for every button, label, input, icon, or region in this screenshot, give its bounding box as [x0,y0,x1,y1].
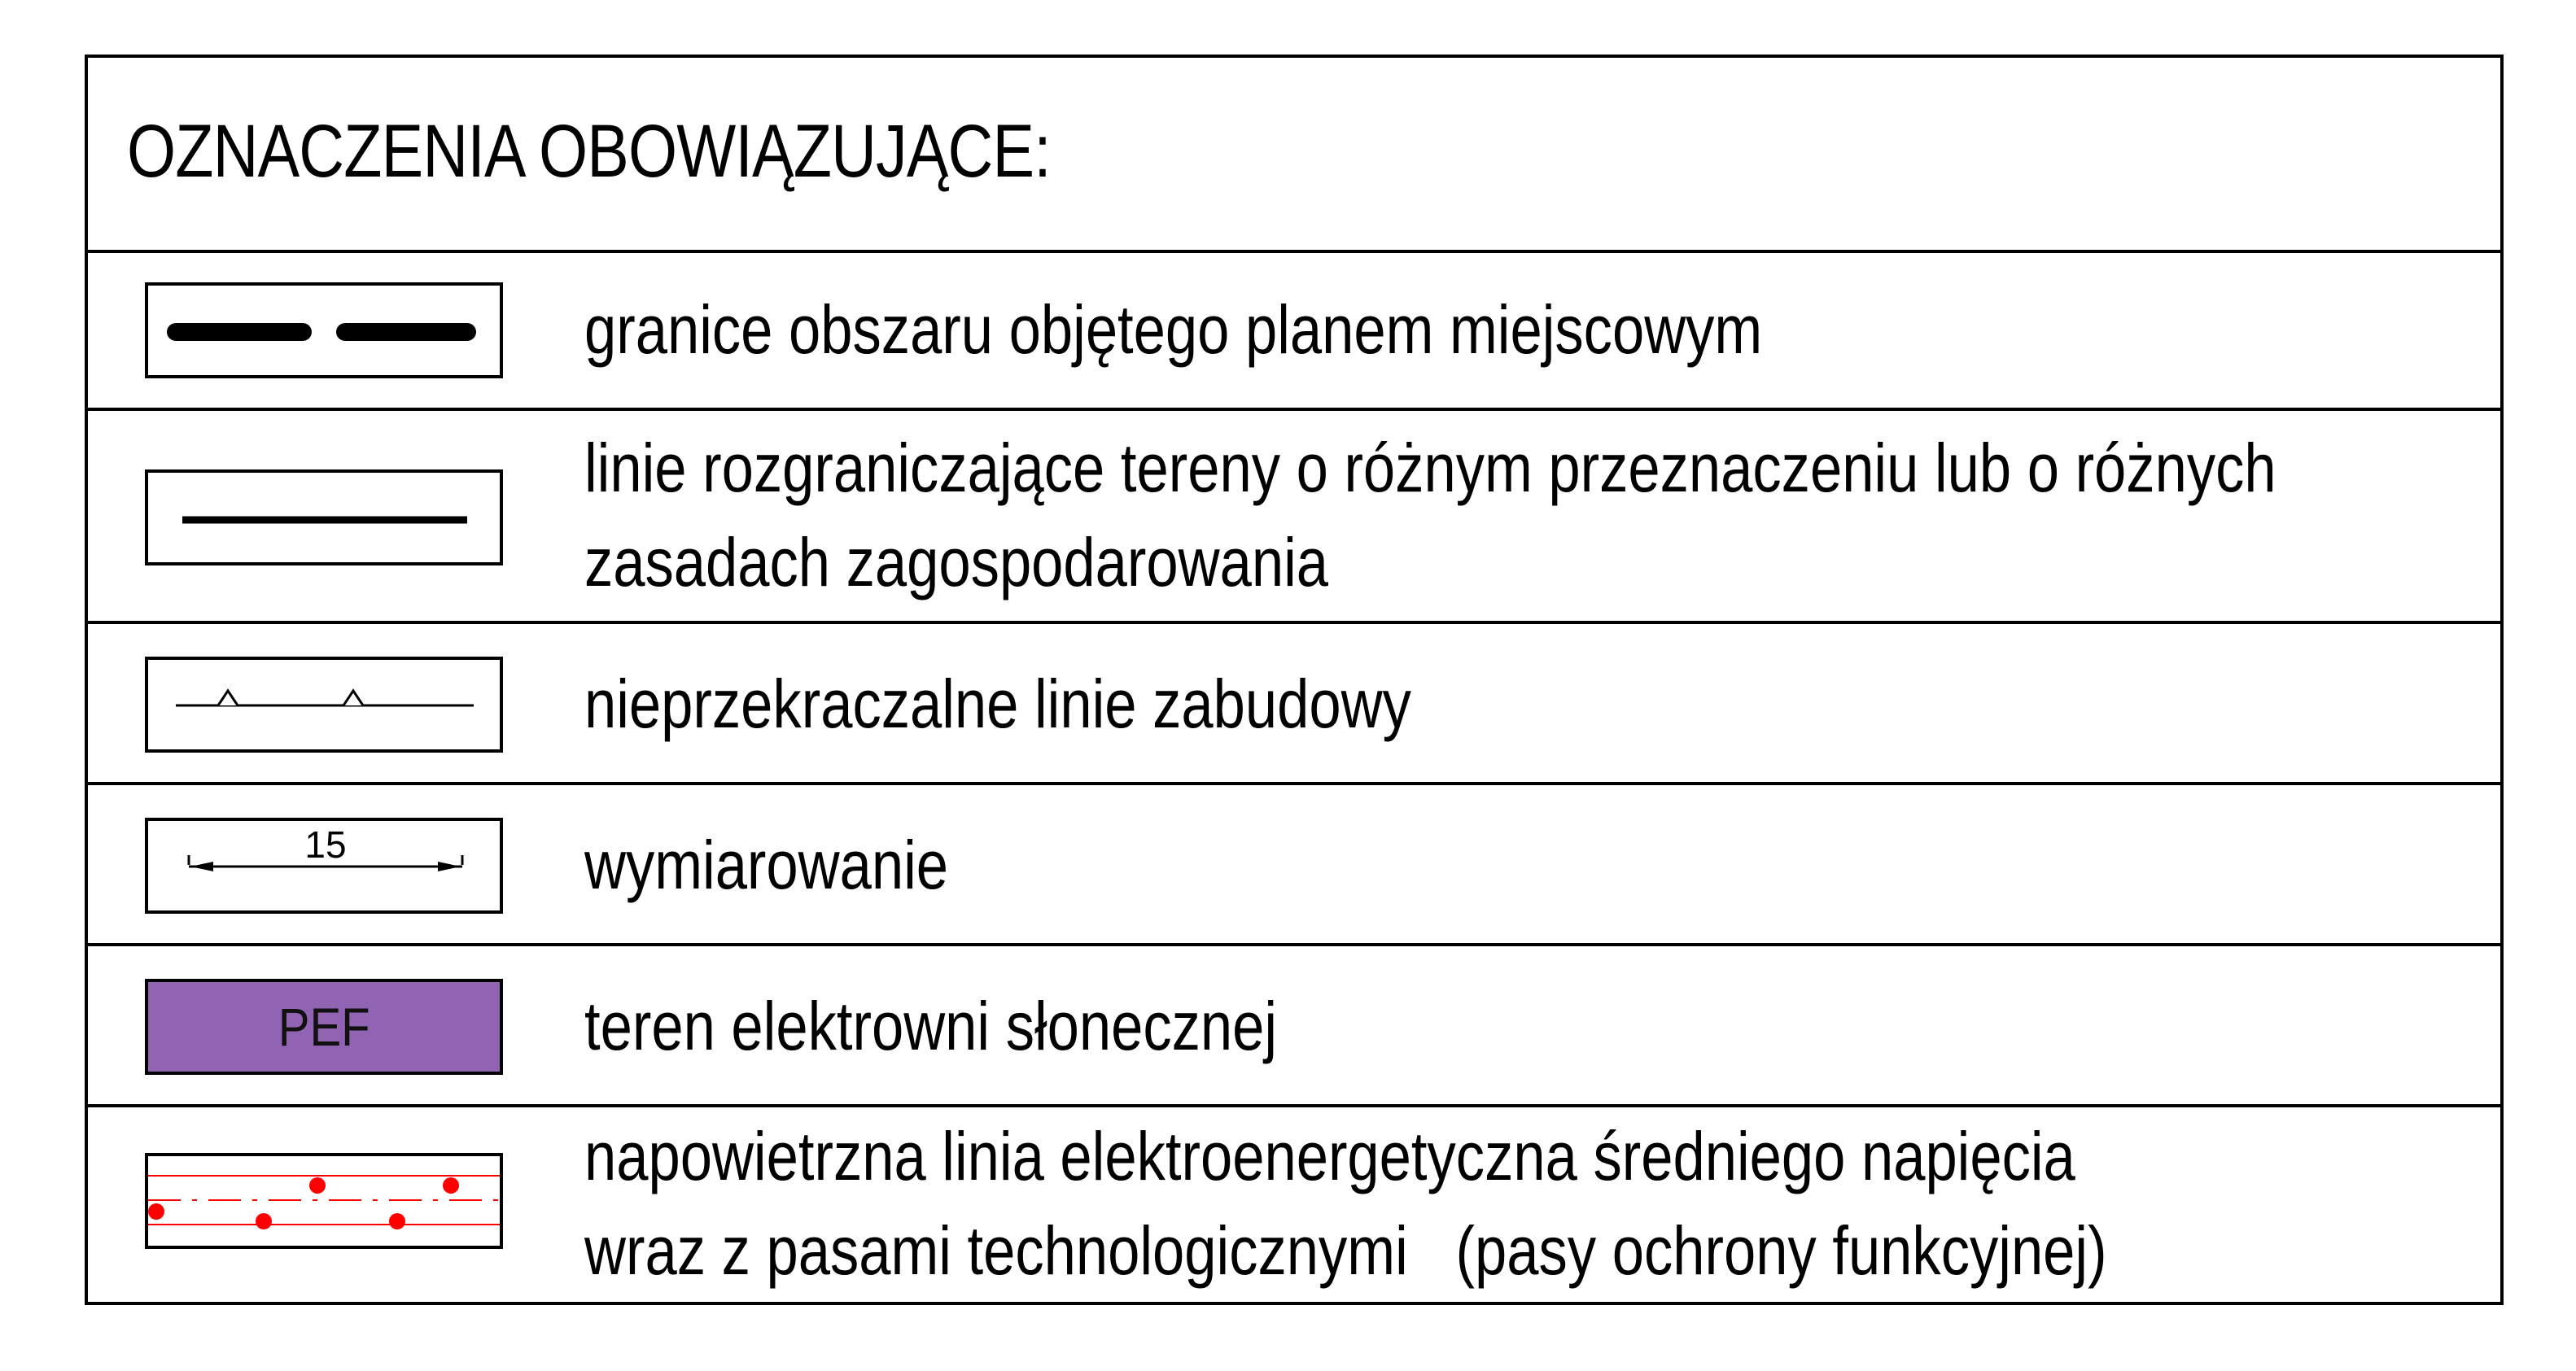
legend-row-plan-boundary [88,250,2500,411]
legend-row-building-lines [88,624,2500,785]
legend-row-power-line [88,1107,2500,1305]
legend-row-label: wymiarowanie [584,827,949,903]
legend-row-label: linie rozgraniczające tereny o różnym przeznaczeniu lub o różnych zasadach zagospodarowania [584,430,2276,600]
legend-row-label: napowietrzna linia elektroenergetyczna średniego napięcia wraz z pasami technologicznymi (pasy ochrony funkcyjnej) [584,1118,2107,1289]
pef-code-label: PEF [278,997,370,1057]
legend-table [85,55,2504,1305]
legend-row-label: granice obszaru objętego planem miejscowym [584,291,1763,368]
legend-row-dividing-lines [88,411,2500,624]
building-line-icon [145,657,503,753]
legend-title: OZNACZENIA OBOWIĄZUJĄCE: [127,110,1051,193]
legend-row-solar-plant [88,946,2500,1107]
legend-row-dimensioning [88,785,2500,946]
dashed-thick-line-icon [145,282,503,378]
dimension-line-icon [145,818,503,914]
legend-header [88,58,2500,253]
solid-line-icon [145,469,503,565]
dimension-value: 15 [304,823,347,866]
legend-row-label: teren elektrowni słonecznej [584,988,1278,1064]
pef-area-icon [145,979,503,1075]
power-line-icon [145,1153,503,1249]
legend-row-label: nieprzekraczalne linie zabudowy [584,666,1411,742]
